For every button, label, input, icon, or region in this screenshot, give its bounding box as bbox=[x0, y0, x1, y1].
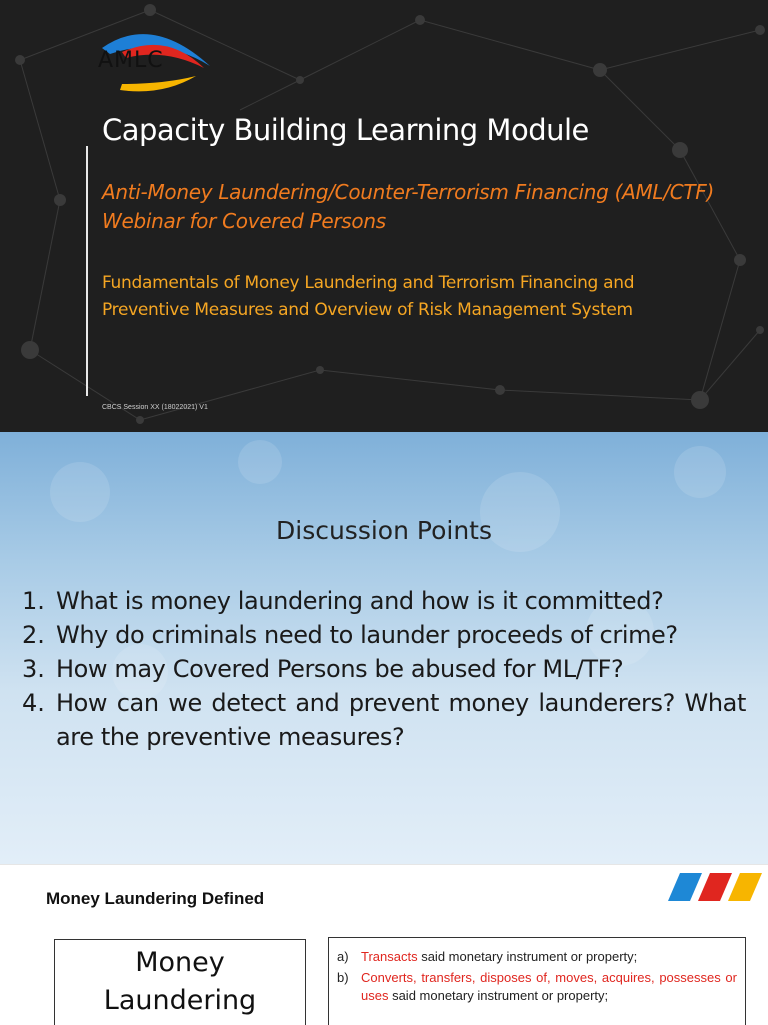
slide-title: Discussion Points bbox=[276, 516, 492, 545]
item-text: What is money laundering and how is it committed? bbox=[56, 587, 664, 615]
item-text: How may Covered Persons be abused for ML/TF? bbox=[56, 655, 624, 683]
item-text: How can we detect and prevent money launderers? What are the preventive measures? bbox=[56, 689, 746, 751]
brand-stripes-icon bbox=[668, 871, 762, 903]
slide-title: Money Laundering Defined bbox=[46, 889, 265, 908]
item-label: a) bbox=[337, 949, 349, 964]
module-subtitle: Anti-Money Laundering/Counter-Terrorism Financing (AML/CTF) Webinar for Covered Persons bbox=[102, 180, 714, 233]
divider-line bbox=[86, 146, 88, 396]
list-item bbox=[22, 686, 746, 754]
module-title: Capacity Building Learning Module bbox=[102, 113, 589, 147]
logo-text: AMLC bbox=[98, 48, 164, 73]
definition-item bbox=[337, 969, 737, 1005]
module-description: Fundamentals of Money Laundering and Terrorism Financing and Preventive Measures and Overview of Risk Management System bbox=[102, 273, 635, 320]
item-text: Why do criminals need to launder proceeds of crime? bbox=[56, 621, 678, 649]
item-number: 4. bbox=[22, 689, 45, 717]
item-number: 3. bbox=[22, 655, 45, 683]
list-item bbox=[22, 618, 746, 652]
discussion-list bbox=[22, 584, 746, 754]
list-item bbox=[22, 652, 746, 686]
discussion-points-slide bbox=[0, 432, 768, 864]
session-code: CBCS Session XX (18022021) V1 bbox=[102, 404, 208, 411]
highlight-text: Transacts bbox=[361, 949, 418, 964]
item-text: said monetary instrument or property; bbox=[388, 988, 609, 1003]
definition-item bbox=[337, 948, 737, 966]
item-number: 2. bbox=[22, 621, 45, 649]
list-item bbox=[22, 584, 746, 618]
highlight-text: Converts, transfers, disposes of, moves, acquires, possesses or uses bbox=[361, 970, 737, 1003]
definitions-box bbox=[328, 937, 746, 1025]
item-number: 1. bbox=[22, 587, 45, 615]
term-box bbox=[54, 939, 306, 1025]
item-text: said monetary instrument or property; bbox=[417, 949, 638, 964]
title-slide bbox=[0, 0, 768, 432]
item-label: b) bbox=[337, 970, 349, 985]
money-laundering-defined-slide bbox=[0, 864, 768, 1025]
term-label: Money Laundering bbox=[103, 947, 257, 1016]
